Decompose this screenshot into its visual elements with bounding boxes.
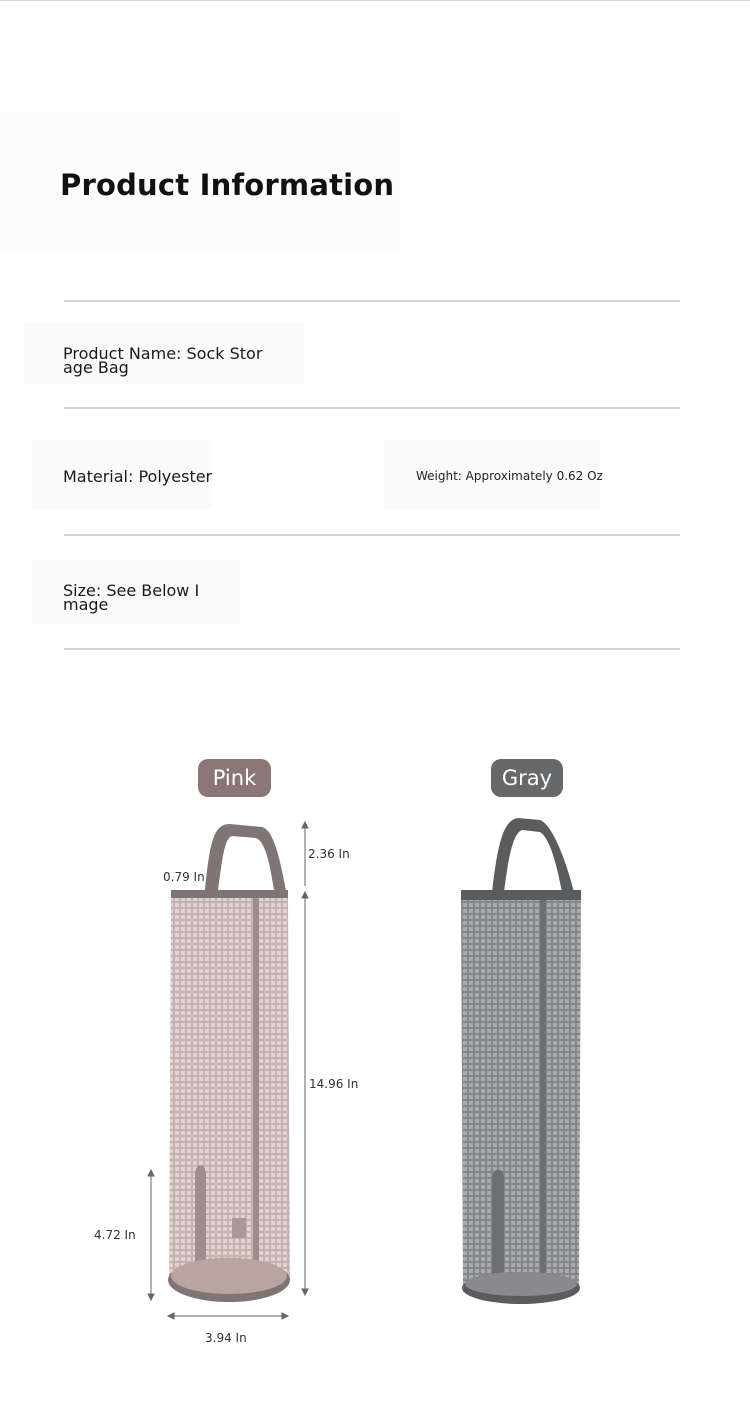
opening-height-label: 4.72 In: [94, 1228, 136, 1242]
product-size: Size: See Below I mage: [63, 581, 200, 614]
variant-badge-gray[interactable]: Gray: [491, 759, 563, 797]
pink-storage-bag: [168, 824, 290, 1302]
variant-badge-pink[interactable]: Pink: [198, 759, 271, 797]
page-title: Product Information: [60, 168, 395, 202]
product-illustrations: [0, 800, 750, 1400]
body-height-label: 14.96 In: [309, 1077, 359, 1091]
diameter-label: 3.94 In: [205, 1331, 247, 1345]
divider: [64, 534, 680, 536]
divider: [64, 300, 680, 302]
product-weight: Weight: Approximately 0.62 Oz: [416, 469, 603, 483]
handle-height-label: 2.36 In: [308, 847, 350, 861]
top-divider: [0, 0, 750, 1]
gray-storage-bag: [461, 818, 581, 1304]
divider: [64, 407, 680, 409]
product-material: Material: Polyester: [63, 467, 213, 486]
divider: [64, 648, 680, 650]
handle-width-label: 0.79 In: [163, 870, 205, 884]
product-name: Product Name: Sock Stor age Bag: [63, 344, 263, 377]
